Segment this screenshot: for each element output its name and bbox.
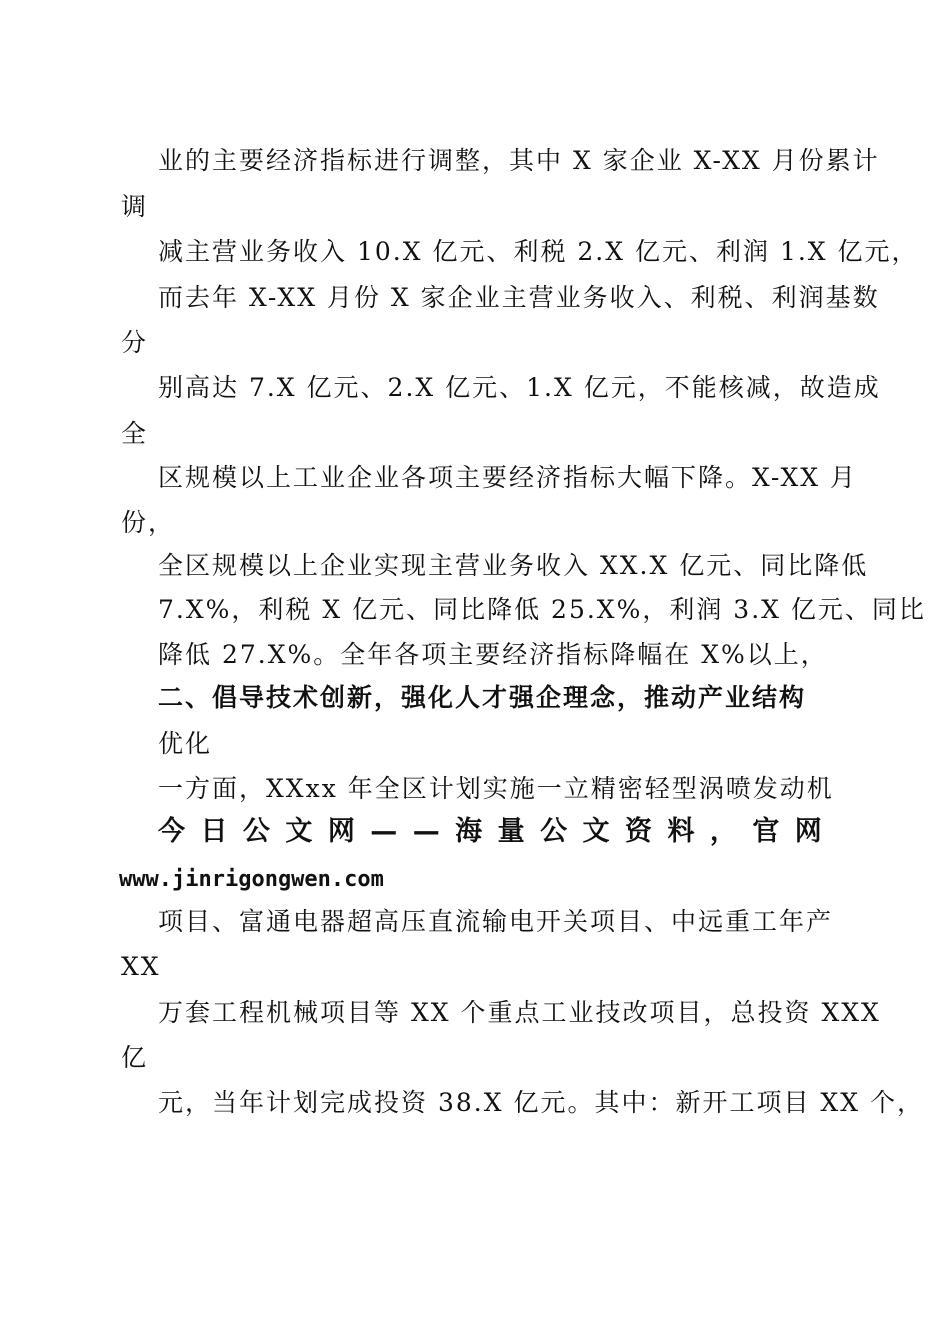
- body-line-wrap: XX: [121, 952, 161, 981]
- ad-title-char: 文: [582, 816, 610, 847]
- body-line: 业的主要经济指标进行调整，其中 X 家企业 X-XX 月份累计: [158, 146, 880, 175]
- ad-title-char: 海: [455, 816, 483, 847]
- body-line: 减主营业务收入 10.X 亿元、利税 2.X 亿元、利润 1.X 亿元，: [158, 237, 919, 266]
- ad-title-char: 公: [242, 816, 270, 847]
- ad-title-char: —: [370, 816, 398, 847]
- body-line-wrap: 调: [121, 192, 149, 221]
- body-line-wrap: 份，: [121, 508, 176, 537]
- body-line-wrap: 全: [121, 419, 149, 448]
- ad-title-char: 日: [200, 816, 228, 847]
- section-heading-continuation: 优化: [158, 729, 213, 758]
- ad-title-char: 料: [667, 816, 695, 847]
- watermark-ad-title: [158, 816, 822, 848]
- ad-title-char: 文: [285, 816, 313, 847]
- ad-title-char: 网: [327, 816, 355, 847]
- watermark-ad-url: www.jinrigongwen.com: [119, 867, 384, 892]
- ad-title-char: 今: [158, 816, 185, 847]
- body-line: 一方面，XXxx 年全区计划实施一立精密轻型涡喷发动机: [158, 774, 834, 803]
- body-line: 万套工程机械项目等 XX 个重点工业技改项目，总投资 XXX: [158, 998, 881, 1027]
- body-line: 而去年 X-XX 月份 X 家企业主营业务收入、利税、利润基数: [158, 283, 880, 312]
- ad-title-char: 资: [624, 816, 652, 847]
- ad-title-char: 公: [540, 816, 568, 847]
- ad-title-char: 量: [497, 816, 525, 847]
- body-line-wrap: 分: [121, 328, 149, 357]
- ad-title-char: ，: [709, 816, 737, 847]
- ad-title-char: 网: [794, 816, 822, 847]
- body-line: 元，当年计划完成投资 38.X 亿元。其中：新开工项目 XX 个，: [158, 1088, 924, 1117]
- body-line: 7.X%，利税 X 亿元、同比降低 25.X%，利润 3.X 亿元、同比: [158, 595, 926, 624]
- body-line: 区规模以上工业企业各项主要经济指标大幅下降。X-XX 月: [158, 463, 858, 492]
- body-line: 别高达 7.X 亿元、2.X 亿元、1.X 亿元，不能核减，故造成: [158, 373, 881, 402]
- body-line: 全区规模以上企业实现主营业务收入 XX.X 亿元、同比降低: [158, 551, 869, 580]
- body-line-wrap: 亿: [121, 1043, 149, 1072]
- section-heading: 二、倡导技术创新，强化人才强企理念，推动产业结构: [158, 683, 807, 712]
- ad-title-char: 官: [752, 816, 780, 847]
- ad-title-char: —: [412, 816, 440, 847]
- body-line: 降低 27.X%。全年各项主要经济指标降幅在 X%以上，: [158, 640, 828, 669]
- body-line: 项目、富通电器超高压直流输电开关项目、中远重工年产: [158, 907, 834, 936]
